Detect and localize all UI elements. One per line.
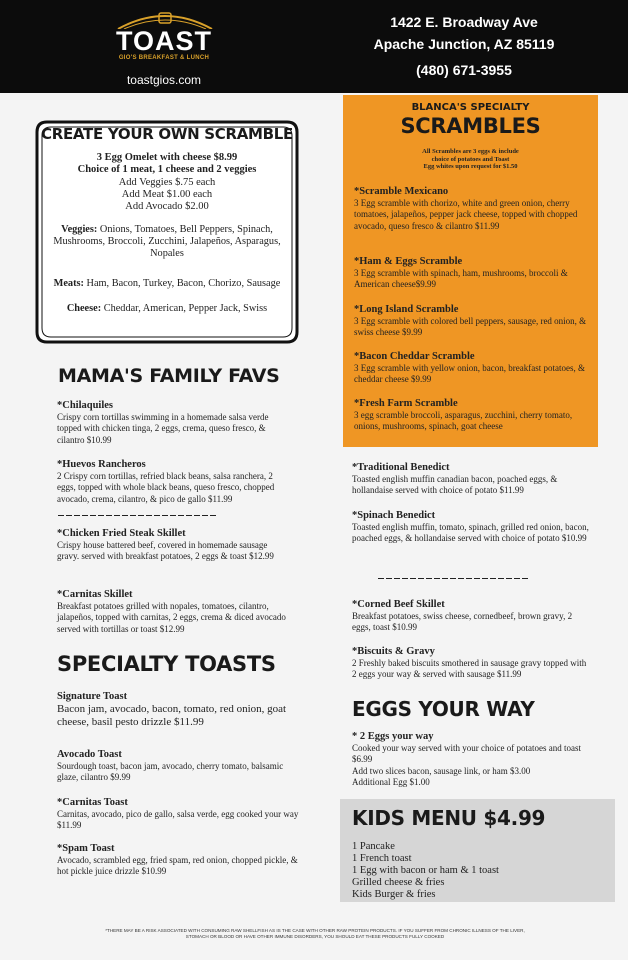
veggies-values: Onions, Tomatoes, Bell Peppers, Spinach, Mushrooms, Broccoli, Zucchini, Jalapeños, Asparagus, Nopales bbox=[53, 224, 281, 259]
menu-item-desc: Bacon jam, avocado, bacon, tomato, red onion, goat cheese, basil pesto drizzle $11.99 bbox=[57, 703, 287, 728]
scrambles-note bbox=[343, 148, 598, 171]
menu-item-desc: 3 Egg scramble with colored bell peppers, sausage, red onion, & swiss cheese $9.99 bbox=[354, 316, 587, 338]
family-favs-title: MAMA'S FAMILY FAVS bbox=[58, 365, 280, 387]
cheese-label: Cheese: bbox=[66, 303, 102, 314]
menu-item-desc: Avocado, scrambled egg, fried spam, red onion, chopped pickle, & hot pickle juice drizzle $10.99 bbox=[57, 855, 298, 877]
meats-label: Meats: bbox=[53, 278, 84, 289]
menu-item-name: * 2 Eggs your way bbox=[352, 731, 434, 742]
menu-item-desc: Sourdough toast, bacon jam, avocado, cherry tomato, balsamic glaze, cilantro $9.99 bbox=[57, 761, 284, 783]
veggies-label: Veggies: bbox=[61, 224, 98, 235]
kids-menu-title: KIDS MENU $4.99 bbox=[352, 806, 546, 830]
menu-item-desc: 3 Egg scramble with yellow onion, bacon, breakfast potatoes, & cheddar cheese $9.99 bbox=[354, 363, 585, 385]
logo-text: TOAST bbox=[115, 26, 212, 56]
add-veggies-line: Add Veggies $.75 each bbox=[118, 177, 216, 188]
list-item: 1 Pancake bbox=[352, 841, 395, 852]
list-item: Grilled cheese & fries bbox=[352, 877, 445, 888]
menu-item-name: *Fresh Farm Scramble bbox=[354, 398, 458, 409]
menu-item bbox=[354, 255, 594, 291]
meats-values: Ham, Bacon, Turkey, Bacon, Chorizo, Sausage bbox=[86, 278, 281, 289]
section-divider bbox=[58, 515, 218, 516]
create-scramble-box bbox=[33, 118, 301, 346]
menu-item-desc: Crispy house battered beef, covered in homemade sausage gravy. served with breakfast potatoes, 2 eggs & toast $12.99 bbox=[57, 540, 274, 562]
phone-number[interactable]: (480) 671-3955 bbox=[416, 62, 512, 78]
menu-item-name: *Carnitas Toast bbox=[57, 797, 128, 808]
menu-item-name: Signature Toast bbox=[57, 691, 128, 702]
list-item: Kids Burger & fries bbox=[352, 889, 436, 900]
menu-item-desc: Breakfast potatoes grilled with nopales, tomatoes, cilantro, jalapeños, topped with carnitas, 2 eggs, crema & diced avocado served with tortillas or toast $12.99 bbox=[57, 601, 286, 634]
menu-item-name: *Spinach Benedict bbox=[352, 510, 436, 521]
menu-item-name: *Traditional Benedict bbox=[352, 462, 450, 473]
menu-item-desc: Breakfast potatoes, swiss cheese, cornedbeef, brown gravy, 2 eggs, toast $10.99 bbox=[352, 611, 573, 633]
section-divider bbox=[378, 578, 528, 579]
menu-item-name: *Scramble Mexicano bbox=[354, 186, 449, 197]
eggs-your-way-title: EGGS YOUR WAY bbox=[352, 697, 535, 721]
menu-item-name: *Biscuits & Gravy bbox=[352, 646, 435, 657]
add-meat-line: Add Meat $1.00 each bbox=[121, 189, 213, 200]
scrambles-note-line: Egg whites upon request for $1.50 bbox=[423, 163, 518, 170]
menu-item bbox=[354, 303, 594, 339]
menu-item-name: *Huevos Rancheros bbox=[57, 459, 146, 470]
menu-item bbox=[57, 527, 289, 563]
scramble-choice-line: Choice of 1 meat, 1 cheese and 2 veggies bbox=[77, 164, 257, 175]
menu-item-desc: Additional Egg $1.00 bbox=[352, 776, 430, 787]
menu-item bbox=[354, 397, 594, 433]
kids-menu-list bbox=[352, 841, 602, 901]
menu-item bbox=[354, 350, 594, 386]
specialty-scrambles-title: SCRAMBLES bbox=[400, 114, 541, 138]
menu-item-name: *Long Island Scramble bbox=[354, 304, 459, 315]
logo-tagline: GIO'S BREAKFAST & LUNCH bbox=[118, 55, 210, 61]
menu-item-name: *Bacon Cheddar Scramble bbox=[354, 351, 475, 362]
menu-item-name: *Chilaquiles bbox=[57, 400, 114, 411]
address-line-1: 1422 E. Broadway Ave bbox=[390, 14, 538, 30]
menu-item-desc: Add two slices bacon, sausage link, or ham $3.00 bbox=[352, 765, 531, 776]
menu-item bbox=[57, 588, 289, 635]
menu-item bbox=[352, 461, 592, 497]
menu-item bbox=[352, 598, 592, 634]
menu-item bbox=[57, 796, 302, 832]
menu-item-desc: 3 egg scramble broccoli, asparagus, zucchini, cherry tomato, onions, mushrooms, spinach, goat cheese bbox=[354, 410, 573, 432]
menu-item bbox=[57, 690, 289, 728]
menu-item bbox=[57, 399, 289, 446]
scrambles-note-line: All Scrambles are 3 eggs & include bbox=[422, 148, 519, 155]
menu-item bbox=[352, 730, 597, 788]
menu-item-desc: 2 Freshly baked biscuits smothered in sausage gravy topped with 2 eggs your way & served with sausage $11.99 bbox=[352, 658, 587, 680]
scramble-price-line: 3 Egg Omelet with cheese $8.99 bbox=[96, 152, 238, 163]
scrambles-note-line: choice of potatoes and Toast bbox=[431, 155, 510, 163]
menu-item-name: *Carnitas Skillet bbox=[57, 589, 133, 600]
cheese-values: Cheddar, American, Pepper Jack, Swiss bbox=[103, 303, 268, 314]
specialty-scrambles-subtitle: BLANCA'S SPECIALTY bbox=[411, 102, 530, 113]
menu-item-desc: 3 Egg scramble with chorizo, white and green onion, cherry tomatoes, jalapeños, pepper jack cheese, topped with chopped avocado, queso fresco & cilantro $11.99 bbox=[354, 198, 578, 231]
menu-item-name: *Chicken Fried Steak Skillet bbox=[57, 528, 186, 539]
cheese-list bbox=[45, 303, 289, 315]
menu-item bbox=[352, 509, 592, 545]
menu-item-name: Avocado Toast bbox=[57, 749, 122, 760]
menu-item-name: *Ham & Eggs Scramble bbox=[354, 256, 463, 267]
create-scramble-title: CREATE YOUR OWN SCRAMBLE bbox=[41, 125, 293, 143]
menu-item-desc: 2 Crispy corn tortillas, refried black beans, salsa ranchera, 2 eggs, topped with whole black beans, queso fresco, chopped avocado, crema, cilantro, & pico de gallo $11.99 bbox=[57, 471, 275, 504]
menu-item-desc: Toasted english muffin canadian bacon, poached eggs, & hollandaise served with choice of potato $11.99 bbox=[352, 474, 558, 496]
menu-item bbox=[57, 458, 289, 505]
menu-item bbox=[354, 185, 594, 232]
health-disclaimer: *THERE MAY BE A RISK ASSOCIATED WITH CONSUMING RAW SHELLFISH AS IS THE CASE WITH OTHER RAW PROTEIN PRODUCTS. IF YOU SUFFER FROM CHRONIC ILLNESS OF THE LIVER, STOMACH OR BLOOD OR HAVE OTHER IMMUNE DISORDERS, YOU SHOULD EAT THESE PRODUCTS FULLY COOKED bbox=[105, 928, 525, 939]
website-link[interactable]: toastgios.com bbox=[126, 73, 202, 87]
menu-item-desc: Toasted english muffin, tomato, spinach, grilled red onion, bacon, poached eggs, & hollandaise served with choice of potato $10.99 bbox=[352, 522, 589, 544]
list-item: 1 Egg with bacon or ham & 1 toast bbox=[352, 865, 499, 876]
menu-item-desc: Crispy corn tortillas swimming in a homemade salsa verde topped with chicken tinga, 2 eggs, crema, queso fresco, & cilantro $10.99 bbox=[57, 412, 269, 445]
specialty-toasts-title: SPECIALTY TOASTS bbox=[57, 652, 276, 676]
address-line-2: Apache Junction, AZ 85119 bbox=[373, 36, 555, 52]
add-avocado-line: Add Avocado $2.00 bbox=[125, 201, 209, 212]
menu-item-name: *Spam Toast bbox=[57, 843, 115, 854]
list-item: 1 French toast bbox=[352, 853, 412, 864]
menu-item-name: *Corned Beef Skillet bbox=[352, 599, 445, 610]
menu-item-desc: 3 Egg scramble with spinach, ham, mushrooms, broccoli & American cheese$9.99 bbox=[354, 268, 568, 290]
menu-item bbox=[352, 645, 592, 681]
menu-item bbox=[57, 748, 302, 784]
veggies-list bbox=[51, 224, 283, 260]
menu-item bbox=[57, 842, 302, 878]
meats-list bbox=[45, 278, 289, 290]
menu-item-desc: Cooked your way served with your choice of potatoes and toast $6.99 bbox=[352, 743, 581, 765]
menu-item-desc: Carnitas, avocado, pico de gallo, salsa verde, egg cooked your way $11.99 bbox=[57, 809, 299, 831]
